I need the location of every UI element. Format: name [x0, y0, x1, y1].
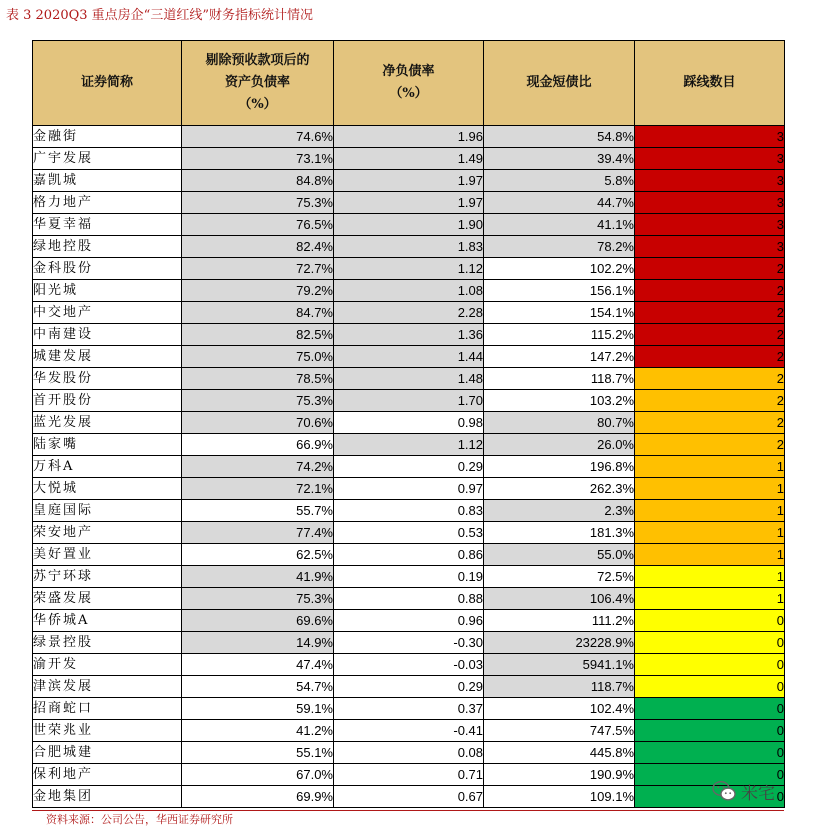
company-name-cell: 荣安地产 [33, 522, 182, 544]
red-line-count-cell: 0 [635, 786, 785, 808]
header-cash-label: 现金短债比 [526, 75, 592, 90]
red-line-count-cell: 3 [635, 170, 785, 192]
company-name-cell: 绿地控股 [33, 236, 182, 258]
company-name-cell: 华侨城A [33, 610, 182, 632]
net-debt-ratio-cell: 0.08 [334, 742, 484, 764]
net-debt-ratio-cell: 1.96 [334, 126, 484, 148]
net-debt-ratio-cell: 0.98 [334, 412, 484, 434]
table-row [33, 676, 785, 698]
red-line-count-cell: 0 [635, 698, 785, 720]
cash-short-debt-ratio-cell: 102.4% [484, 698, 635, 720]
table-row [33, 632, 785, 654]
asset-liability-ratio-cell: 69.6% [182, 610, 334, 632]
company-name-cell: 首开股份 [33, 390, 182, 412]
table-row [33, 126, 785, 148]
header-count-label: 踩线数目 [683, 75, 736, 90]
cash-short-debt-ratio-cell: 55.0% [484, 544, 635, 566]
asset-liability-ratio-cell: 62.5% [182, 544, 334, 566]
header-count [635, 41, 785, 126]
table-row [33, 610, 785, 632]
asset-liability-ratio-cell: 74.6% [182, 126, 334, 148]
red-line-count-cell: 3 [635, 236, 785, 258]
red-line-count-cell: 2 [635, 412, 785, 434]
table-row [33, 698, 785, 720]
table-row [33, 214, 785, 236]
asset-liability-ratio-cell: 55.7% [182, 500, 334, 522]
asset-liability-ratio-cell: 84.7% [182, 302, 334, 324]
net-debt-ratio-cell: 2.28 [334, 302, 484, 324]
header-row [33, 41, 785, 126]
company-name-cell: 金融街 [33, 126, 182, 148]
header-ratio [182, 41, 334, 126]
cash-short-debt-ratio-cell: 2.3% [484, 500, 635, 522]
table-row [33, 742, 785, 764]
red-line-count-cell: 2 [635, 302, 785, 324]
watermark-text: 米宅 [741, 783, 775, 804]
cash-short-debt-ratio-cell: 147.2% [484, 346, 635, 368]
cash-short-debt-ratio-cell: 72.5% [484, 566, 635, 588]
header-ratio-line2: 资产负债率 [224, 75, 290, 90]
net-debt-ratio-cell: 1.12 [334, 434, 484, 456]
header-cash [484, 41, 635, 126]
asset-liability-ratio-cell: 75.3% [182, 588, 334, 610]
asset-liability-ratio-cell: 75.0% [182, 346, 334, 368]
table-row [33, 434, 785, 456]
table-row [33, 302, 785, 324]
table-row [33, 236, 785, 258]
company-name-cell: 城建发展 [33, 346, 182, 368]
header-ratio-line3: （%） [238, 97, 277, 112]
net-debt-ratio-cell: 0.97 [334, 478, 484, 500]
cash-short-debt-ratio-cell: 103.2% [484, 390, 635, 412]
company-name-cell: 大悦城 [33, 478, 182, 500]
header-net-line1: 净负债率 [382, 64, 435, 79]
cash-short-debt-ratio-cell: 39.4% [484, 148, 635, 170]
net-debt-ratio-cell: 0.83 [334, 500, 484, 522]
red-line-count-cell: 0 [635, 632, 785, 654]
company-name-cell: 万科A [33, 456, 182, 478]
cash-short-debt-ratio-cell: 23228.9% [484, 632, 635, 654]
header-name [33, 41, 182, 126]
cash-short-debt-ratio-cell: 156.1% [484, 280, 635, 302]
red-line-count-cell: 1 [635, 478, 785, 500]
asset-liability-ratio-cell: 14.9% [182, 632, 334, 654]
cash-short-debt-ratio-cell: 154.1% [484, 302, 635, 324]
cash-short-debt-ratio-cell: 80.7% [484, 412, 635, 434]
net-debt-ratio-cell: 0.19 [334, 566, 484, 588]
table-row [33, 412, 785, 434]
net-debt-ratio-cell: 1.48 [334, 368, 484, 390]
asset-liability-ratio-cell: 74.2% [182, 456, 334, 478]
red-line-count-cell: 3 [635, 126, 785, 148]
company-name-cell: 绿景控股 [33, 632, 182, 654]
cash-short-debt-ratio-cell: 118.7% [484, 676, 635, 698]
red-line-count-cell: 1 [635, 588, 785, 610]
asset-liability-ratio-cell: 67.0% [182, 764, 334, 786]
net-debt-ratio-cell: 1.36 [334, 324, 484, 346]
cash-short-debt-ratio-cell: 106.4% [484, 588, 635, 610]
company-name-cell: 广宇发展 [33, 148, 182, 170]
company-name-cell: 渝开发 [33, 654, 182, 676]
company-name-cell: 华发股份 [33, 368, 182, 390]
asset-liability-ratio-cell: 69.9% [182, 786, 334, 808]
table-row [33, 456, 785, 478]
table-row [33, 478, 785, 500]
table-row [33, 720, 785, 742]
cash-short-debt-ratio-cell: 44.7% [484, 192, 635, 214]
red-line-count-cell: 2 [635, 280, 785, 302]
company-name-cell: 美好置业 [33, 544, 182, 566]
asset-liability-ratio-cell: 72.7% [182, 258, 334, 280]
net-debt-ratio-cell: 0.67 [334, 786, 484, 808]
red-line-count-cell: 2 [635, 434, 785, 456]
asset-liability-ratio-cell: 47.4% [182, 654, 334, 676]
red-line-count-cell: 2 [635, 346, 785, 368]
red-line-count-cell: 1 [635, 544, 785, 566]
table-row [33, 522, 785, 544]
asset-liability-ratio-cell: 75.3% [182, 192, 334, 214]
header-net-line2: （%） [389, 86, 428, 101]
table-body [33, 126, 785, 808]
cash-short-debt-ratio-cell: 262.3% [484, 478, 635, 500]
asset-liability-ratio-cell: 66.9% [182, 434, 334, 456]
table-row [33, 566, 785, 588]
red-line-count-cell: 3 [635, 192, 785, 214]
cash-short-debt-ratio-cell: 5.8% [484, 170, 635, 192]
company-name-cell: 苏宁环球 [33, 566, 182, 588]
asset-liability-ratio-cell: 54.7% [182, 676, 334, 698]
net-debt-ratio-cell: 1.97 [334, 192, 484, 214]
net-debt-ratio-cell: -0.03 [334, 654, 484, 676]
net-debt-ratio-cell: -0.30 [334, 632, 484, 654]
net-debt-ratio-cell: 0.37 [334, 698, 484, 720]
cash-short-debt-ratio-cell: 41.1% [484, 214, 635, 236]
company-name-cell: 金地集团 [33, 786, 182, 808]
header-name-label: 证券简称 [80, 75, 133, 90]
company-name-cell: 招商蛇口 [33, 698, 182, 720]
net-debt-ratio-cell: 0.53 [334, 522, 484, 544]
table-row [33, 192, 785, 214]
table-row [33, 280, 785, 302]
red-line-count-cell: 0 [635, 654, 785, 676]
red-line-count-cell: 3 [635, 148, 785, 170]
company-name-cell: 津滨发展 [33, 676, 182, 698]
footer-rule [32, 810, 784, 811]
red-line-count-cell: 1 [635, 522, 785, 544]
cash-short-debt-ratio-cell: 54.8% [484, 126, 635, 148]
asset-liability-ratio-cell: 55.1% [182, 742, 334, 764]
net-debt-ratio-cell: 0.88 [334, 588, 484, 610]
wechat-icon [712, 780, 736, 802]
red-line-count-cell: 2 [635, 390, 785, 412]
company-name-cell: 荣盛发展 [33, 588, 182, 610]
net-debt-ratio-cell: 1.12 [334, 258, 484, 280]
company-name-cell: 华夏幸福 [33, 214, 182, 236]
table-row [33, 368, 785, 390]
red-line-count-cell: 0 [635, 720, 785, 742]
net-debt-ratio-cell: 1.90 [334, 214, 484, 236]
asset-liability-ratio-cell: 76.5% [182, 214, 334, 236]
company-name-cell: 中交地产 [33, 302, 182, 324]
table-row [33, 764, 785, 786]
net-debt-ratio-cell: 0.86 [334, 544, 484, 566]
company-name-cell: 皇庭国际 [33, 500, 182, 522]
asset-liability-ratio-cell: 82.5% [182, 324, 334, 346]
net-debt-ratio-cell: 1.97 [334, 170, 484, 192]
company-name-cell: 保利地产 [33, 764, 182, 786]
asset-liability-ratio-cell: 41.2% [182, 720, 334, 742]
header-ratio-line1: 剔除预收款项后的 [205, 53, 310, 68]
company-name-cell: 蓝光发展 [33, 412, 182, 434]
watermark [712, 778, 775, 804]
asset-liability-ratio-cell: 78.5% [182, 368, 334, 390]
asset-liability-ratio-cell: 73.1% [182, 148, 334, 170]
asset-liability-ratio-cell: 82.4% [182, 236, 334, 258]
cash-short-debt-ratio-cell: 181.3% [484, 522, 635, 544]
company-name-cell: 合肥城建 [33, 742, 182, 764]
net-debt-ratio-cell: 0.29 [334, 456, 484, 478]
red-line-count-cell: 2 [635, 258, 785, 280]
net-debt-ratio-cell: -0.41 [334, 720, 484, 742]
cash-short-debt-ratio-cell: 115.2% [484, 324, 635, 346]
company-name-cell: 中南建设 [33, 324, 182, 346]
net-debt-ratio-cell: 0.96 [334, 610, 484, 632]
net-debt-ratio-cell: 0.71 [334, 764, 484, 786]
cash-short-debt-ratio-cell: 102.2% [484, 258, 635, 280]
asset-liability-ratio-cell: 59.1% [182, 698, 334, 720]
red-line-count-cell: 0 [635, 610, 785, 632]
asset-liability-ratio-cell: 41.9% [182, 566, 334, 588]
cash-short-debt-ratio-cell: 5941.1% [484, 654, 635, 676]
header-net [334, 41, 484, 126]
table-row [33, 500, 785, 522]
company-name-cell: 金科股份 [33, 258, 182, 280]
red-line-count-cell: 1 [635, 456, 785, 478]
red-line-count-cell: 1 [635, 500, 785, 522]
cash-short-debt-ratio-cell: 196.8% [484, 456, 635, 478]
source-note: 资料来源：公司公告，华西证券研究所 [46, 813, 233, 826]
asset-liability-ratio-cell: 72.1% [182, 478, 334, 500]
asset-liability-ratio-cell: 70.6% [182, 412, 334, 434]
company-name-cell: 嘉凯城 [33, 170, 182, 192]
net-debt-ratio-cell: 1.08 [334, 280, 484, 302]
red-line-count-cell: 0 [635, 742, 785, 764]
asset-liability-ratio-cell: 75.3% [182, 390, 334, 412]
red-line-count-cell: 0 [635, 676, 785, 698]
asset-liability-ratio-cell: 84.8% [182, 170, 334, 192]
net-debt-ratio-cell: 0.29 [334, 676, 484, 698]
net-debt-ratio-cell: 1.49 [334, 148, 484, 170]
table-row [33, 786, 785, 808]
company-name-cell: 世荣兆业 [33, 720, 182, 742]
cash-short-debt-ratio-cell: 26.0% [484, 434, 635, 456]
table-row [33, 544, 785, 566]
company-name-cell: 阳光城 [33, 280, 182, 302]
table-row [33, 588, 785, 610]
red-line-count-cell: 2 [635, 324, 785, 346]
company-name-cell: 格力地产 [33, 192, 182, 214]
table-caption: 表 3 2020Q3 重点房企“三道红线”财务指标统计情况 [6, 8, 313, 23]
table-row [33, 170, 785, 192]
red-line-count-cell: 1 [635, 566, 785, 588]
net-debt-ratio-cell: 1.83 [334, 236, 484, 258]
table-row [33, 258, 785, 280]
asset-liability-ratio-cell: 79.2% [182, 280, 334, 302]
data-table [32, 40, 785, 808]
red-line-count-cell: 0 [635, 764, 785, 786]
red-line-count-cell: 2 [635, 368, 785, 390]
cash-short-debt-ratio-cell: 445.8% [484, 742, 635, 764]
cash-short-debt-ratio-cell: 109.1% [484, 786, 635, 808]
cash-short-debt-ratio-cell: 190.9% [484, 764, 635, 786]
cash-short-debt-ratio-cell: 118.7% [484, 368, 635, 390]
cash-short-debt-ratio-cell: 78.2% [484, 236, 635, 258]
table-row [33, 324, 785, 346]
net-debt-ratio-cell: 1.70 [334, 390, 484, 412]
table-row [33, 148, 785, 170]
cash-short-debt-ratio-cell: 747.5% [484, 720, 635, 742]
table-row [33, 346, 785, 368]
cash-short-debt-ratio-cell: 111.2% [484, 610, 635, 632]
red-line-count-cell: 3 [635, 214, 785, 236]
asset-liability-ratio-cell: 77.4% [182, 522, 334, 544]
net-debt-ratio-cell: 1.44 [334, 346, 484, 368]
company-name-cell: 陆家嘴 [33, 434, 182, 456]
table-row [33, 390, 785, 412]
table-row [33, 654, 785, 676]
